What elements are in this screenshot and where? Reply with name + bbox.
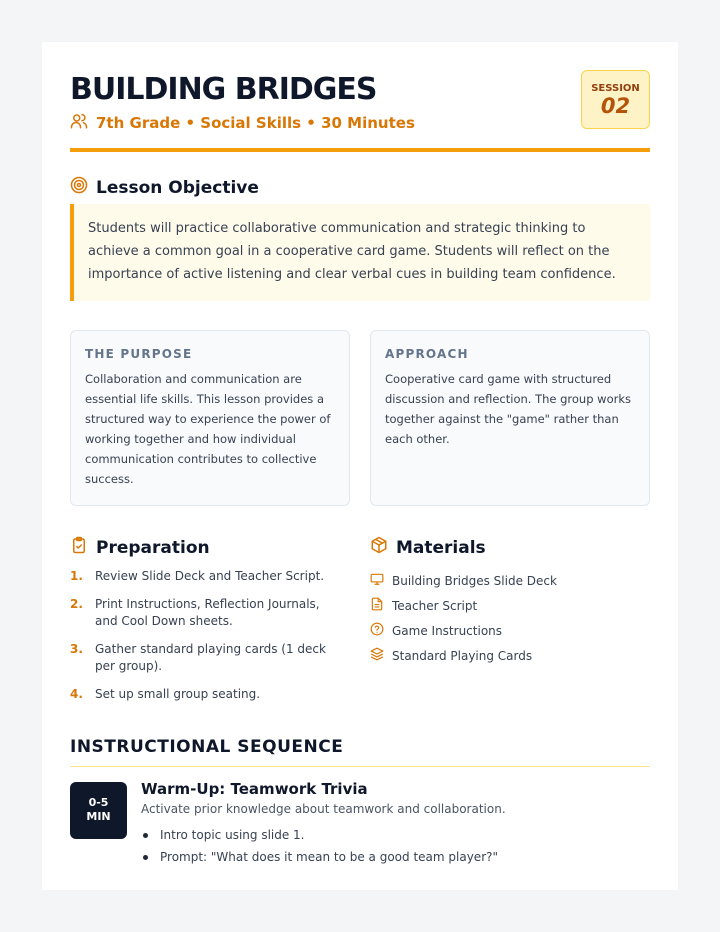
time-badge: [70, 782, 127, 839]
header-divider: [70, 148, 650, 152]
session-label: SESSION: [591, 83, 640, 94]
box-icon: [370, 536, 388, 559]
list-item: [70, 686, 340, 704]
session-badge: [581, 70, 650, 129]
materials-list: [370, 568, 650, 668]
subtitle: [70, 112, 415, 134]
clipboard-check-icon: [70, 536, 88, 559]
list-text: Review Slide Deck and Teacher Script.: [95, 569, 325, 583]
objective-heading: [70, 176, 259, 199]
time-range: 0-5: [88, 796, 109, 809]
step-bullets: [141, 824, 646, 868]
purpose-text: Collaboration and communication are essential life skills. This lesson provides a structured way to experience the power of working together and how individual communication contributes to collective success.: [85, 372, 331, 486]
question-circle-icon: [370, 622, 384, 639]
sequence-step: [141, 780, 646, 868]
list-item: Intro topic using slide 1.: [141, 824, 646, 846]
list-item: [370, 618, 650, 643]
subtitle-text: 7th Grade • Social Skills • 30 Minutes: [96, 114, 415, 132]
list-item: [70, 568, 340, 586]
list-item: [370, 593, 650, 618]
monitor-icon: [370, 572, 384, 589]
preparation-heading: [70, 536, 210, 559]
list-text: Set up small group seating.: [95, 686, 261, 701]
sequence-divider: [70, 766, 650, 767]
list-text: Teacher Script: [392, 598, 478, 613]
list-number: 4.: [70, 686, 83, 701]
list-text: Print Instructions, Reflection Journals, and Cool Down sheets.: [95, 596, 320, 628]
list-number: 2.: [70, 596, 83, 611]
approach-text: Cooperative card game with structured discussion and reflection. The group works together against the "game" rather than each other.: [385, 372, 631, 446]
list-item: [70, 596, 340, 631]
preparation-heading-text: Preparation: [96, 537, 210, 558]
layers-icon: [370, 647, 384, 664]
materials-heading: [370, 536, 486, 559]
list-text: Gather standard playing cards (1 deck per group).: [95, 641, 326, 673]
purpose-heading: THE PURPOSE: [85, 347, 193, 361]
users-icon: [70, 112, 88, 134]
document-icon: [370, 597, 384, 614]
purpose-card: [70, 330, 350, 506]
list-text: Building Bridges Slide Deck: [392, 573, 557, 588]
list-item: [70, 641, 340, 676]
approach-heading: APPROACH: [385, 347, 469, 361]
time-unit: MIN: [86, 810, 111, 823]
step-description: Activate prior knowledge about teamwork and collaboration.: [141, 802, 506, 816]
preparation-list: [70, 568, 340, 713]
session-number: 02: [600, 94, 631, 118]
approach-card: [370, 330, 650, 506]
target-icon: [70, 176, 88, 199]
list-item: [370, 568, 650, 593]
list-number: 3.: [70, 641, 83, 656]
list-item: Prompt: "What does it mean to be a good team player?": [141, 846, 646, 868]
lesson-page: [42, 42, 678, 890]
list-number: 1.: [70, 569, 83, 583]
list-text: Game Instructions: [392, 623, 503, 638]
page-title: BUILDING BRIDGES: [70, 72, 377, 107]
list-text: Standard Playing Cards: [392, 648, 533, 663]
list-item: [370, 643, 650, 668]
objective-box: Students will practice collaborative communication and strategic thinking to achieve a common goal in a cooperative card game. Students will reflect on the importance of active listening and clear verbal cues in building team confidence.: [70, 204, 650, 301]
header: [70, 68, 650, 152]
sequence-heading: INSTRUCTIONAL SEQUENCE: [70, 737, 344, 757]
materials-heading-text: Materials: [396, 537, 486, 558]
objective-heading-text: Lesson Objective: [96, 177, 259, 198]
step-title: Warm-Up: Teamwork Trivia: [141, 780, 368, 798]
